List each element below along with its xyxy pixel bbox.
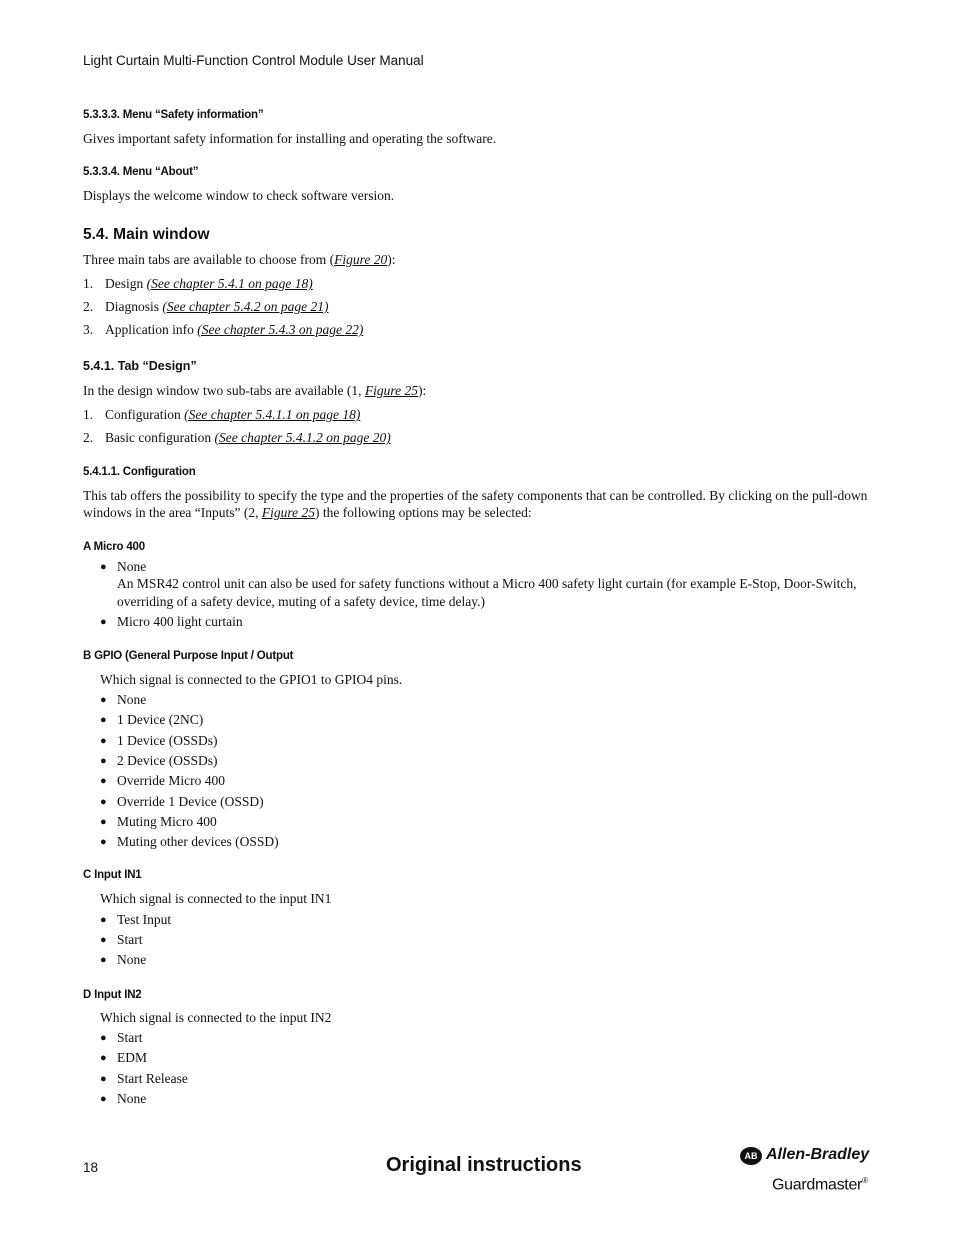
bullet-icon: ● <box>100 775 107 788</box>
chapter-link[interactable]: (See chapter 5.4.2 on page 21) <box>162 299 329 314</box>
option-micro-400-light-curtain: Micro 400 light curtain <box>117 614 243 629</box>
line-text: windows in the area “Inputs” (2, <box>83 505 262 520</box>
chapter-link[interactable]: (See chapter 5.4.1.2 on page 20) <box>214 430 391 445</box>
option-item: Override 1 Device (OSSD) <box>117 793 264 809</box>
note-line-2: overriding of a safety device, muting of a safety device, time delay.) <box>117 594 485 609</box>
bullet-icon: ● <box>100 714 107 727</box>
list-label: Configuration <box>105 407 181 422</box>
subheading-a-micro-400: A Micro 400 <box>83 541 145 553</box>
subheading-b-gpio: B GPIO (General Purpose Input / Output <box>83 650 294 662</box>
bullet-icon: ● <box>100 1092 107 1105</box>
chapter-link[interactable]: (See chapter 5.4.3 on page 22) <box>197 322 364 337</box>
in1-intro: Which signal is connected to the input IN1 <box>100 891 332 906</box>
in2-intro: Which signal is connected to the input IN2 <box>100 1010 332 1025</box>
footer-title: Original instructions <box>386 1154 582 1176</box>
list-label: Diagnosis <box>105 299 159 314</box>
gpio-intro: Which signal is connected to the GPIO1 to GPIO4 pins. <box>100 672 403 687</box>
heading-5-4-1: 5.4.1. Tab “Design” <box>83 359 197 373</box>
bullet-icon: ● <box>100 561 107 573</box>
option-item: Start Release <box>117 1070 188 1086</box>
bullet-icon: ● <box>100 1052 107 1065</box>
option-item: Override Micro 400 <box>117 773 225 789</box>
option-item: None <box>117 1090 147 1106</box>
list-item-basic-configuration <box>83 430 391 446</box>
option-item: 1 Device (OSSDs) <box>117 732 218 748</box>
heading-5-3-3-4: 5.3.3.4. Menu “About” <box>83 166 199 178</box>
figure-20-link[interactable]: Figure 20 <box>334 252 388 267</box>
note-line-1: An MSR42 control unit can also be used for safety functions without a Micro 400 safety light curtain (for example E-Stop, Door-Switch, <box>117 576 857 591</box>
figure-25-link[interactable]: Figure 25 <box>364 383 419 398</box>
option-item: Start <box>117 1030 143 1045</box>
heading-5-4: 5.4. Main window <box>83 226 210 243</box>
bullet-icon: ● <box>100 836 107 849</box>
option-item: Muting Micro 400 <box>117 813 217 829</box>
bullet-icon: ● <box>100 934 107 946</box>
bullet-icon: ● <box>100 954 107 966</box>
bullet-icon: ● <box>100 1072 107 1085</box>
figure-25-link[interactable]: Figure 25 <box>261 505 315 520</box>
bullet-icon: ● <box>100 795 107 808</box>
intro-text-end: ): <box>418 383 427 398</box>
paragraph-design-intro <box>83 383 426 399</box>
option-item: 2 Device (OSSDs) <box>117 752 218 768</box>
chapter-link[interactable]: (See chapter 5.4.1 on page 18) <box>146 276 313 291</box>
paragraph-configuration-line-1: This tab offers the possibility to specify the type and the properties of the safety components that can be controlled. By clicking on the pull-down <box>83 488 868 503</box>
list-item-configuration <box>83 407 360 423</box>
allen-bradley-logo <box>740 1146 869 1165</box>
bullet-icon: ● <box>100 815 107 828</box>
page-number: 18 <box>83 1160 99 1175</box>
registered-mark: ® <box>862 1176 868 1185</box>
heading-5-3-3-3: 5.3.3.3. Menu “Safety information” <box>83 109 264 121</box>
bullet-icon: ● <box>100 734 107 747</box>
option-item: EDM <box>117 1050 147 1066</box>
list-number: 2. <box>83 430 94 445</box>
option-item: None <box>117 692 147 707</box>
list-number: 2. <box>83 299 94 314</box>
list-number: 1. <box>83 407 94 422</box>
bullet-icon: ● <box>100 616 107 628</box>
running-header: Light Curtain Multi-Function Control Module User Manual <box>83 53 424 68</box>
intro-text: In the design window two sub-tabs are available (1, <box>83 383 365 398</box>
subheading-c-input-in1: C Input IN1 <box>83 869 142 881</box>
option-item: Muting other devices (OSSD) <box>117 834 279 850</box>
paragraph-about: Displays the welcome window to check software version. <box>83 188 395 203</box>
list-number: 1. <box>83 276 94 291</box>
intro-text-end: ): <box>387 252 396 267</box>
list-number: 3. <box>83 322 94 337</box>
paragraph-configuration-line-2 <box>83 505 532 521</box>
bullet-icon: ● <box>100 754 107 767</box>
line-text-end: ) the following options may be selected: <box>314 505 532 520</box>
heading-5-4-1-1: 5.4.1.1. Configuration <box>83 466 196 478</box>
list-item-diagnosis <box>83 299 328 315</box>
guardmaster-logo <box>772 1176 868 1194</box>
option-item: Start <box>117 932 143 947</box>
list-item-design <box>83 276 313 292</box>
intro-text: Three main tabs are available to choose from ( <box>83 252 335 267</box>
ab-badge-icon: AB <box>740 1147 762 1165</box>
paragraph-safety-info: Gives important safety information for installing and operating the software. <box>83 131 497 146</box>
list-item-application-info <box>83 322 363 338</box>
option-item: 1 Device (2NC) <box>117 712 204 728</box>
brand-name: Allen-Bradley <box>766 1146 870 1163</box>
bullet-icon: ● <box>100 694 107 706</box>
subheading-d-input-in2: D Input IN2 <box>83 989 142 1001</box>
list-label: Basic configuration <box>105 430 212 445</box>
list-label: Design <box>105 276 144 291</box>
option-none: None <box>117 559 147 574</box>
chapter-link[interactable]: (See chapter 5.4.1.1 on page 18) <box>184 407 361 422</box>
list-label: Application info <box>105 322 194 337</box>
bullet-icon: ● <box>100 1032 107 1044</box>
bullet-icon: ● <box>100 914 107 926</box>
option-item: Test Input <box>117 912 172 927</box>
sub-brand-name: Guardmaster <box>772 1176 863 1194</box>
paragraph-main-window-intro <box>83 252 396 268</box>
option-item: None <box>117 952 147 967</box>
